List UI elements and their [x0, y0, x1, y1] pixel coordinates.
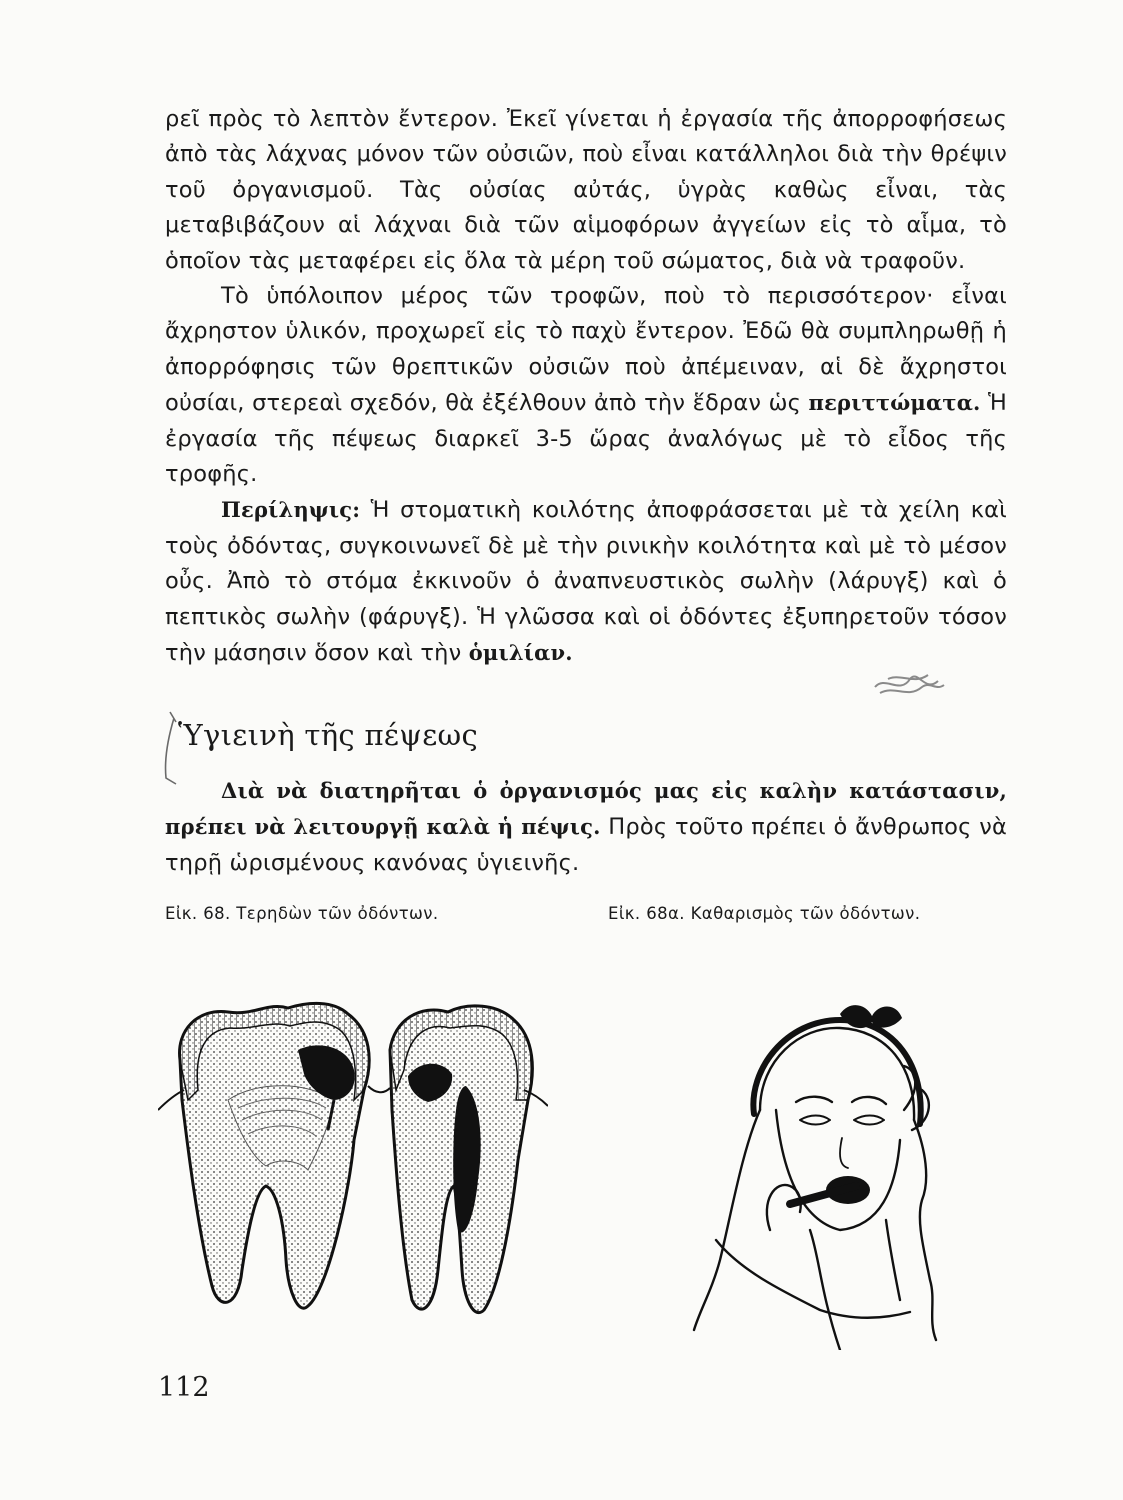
face-outline [776, 1110, 900, 1230]
pencil-scribble [870, 665, 950, 705]
hair-left [694, 1110, 760, 1330]
figure-caption-68: Εἰκ. 68. Τερηδὼν τῶν ὀδόντων. [165, 904, 439, 923]
healthy-molar [180, 1003, 370, 1308]
paragraph-large-intestine [165, 279, 1007, 492]
summary-label: Περίληψις: [221, 497, 361, 523]
paragraph-large-intestine-start: Τὸ ὑπόλοιπον μέρος τῶν τροφῶν, ποὺ τὸ περισσότερον· εἶναι ἄχρηστον ὑλικόν, προχωρεῖ εἰς τὸ παχὺ ἔντερον. Ἐδῶ θὰ συμπληρωθῇ ἡ ἀπορρόφησις τῶν θρεπτικῶν οὐσιῶν ποὺ ἀπέμειναν, αἱ δὲ ἄχρηστοι οὐσίαι, στερεαὶ σχεδόν, θὰ ἐξέλθουν ἀπὸ τὴν ἕδραν ὡς [165, 283, 1007, 417]
arm [716, 1240, 910, 1318]
summary-text: Ἡ στοματικὴ κοιλότης ἀποφράσσεται μὲ τὰ χείλη καὶ τοὺς ὀδόντας, συγκοινωνεῖ δὲ μὲ τὴν ρινικὴν κοιλότητα καὶ μὲ τὸ μέσον οὖς. Ἀπὸ τὸ στόμα ἐκκινοῦν ὁ ἀναπνευστικὸς σωλὴν (λάρυγξ) καὶ ὁ πεπτικὸς σωλὴν (φάρυγξ). Ἡ γλῶσσα καὶ οἱ ὀδόντες ἐξυπηρετοῦν τόσον τὴν μάσησιν ὅσον καὶ τὴν [165, 497, 1007, 667]
nose [840, 1138, 848, 1168]
eye-right [854, 1116, 884, 1125]
page-number: 112 [158, 1372, 210, 1403]
eyebrow-right [852, 1097, 886, 1104]
hygiene-bold-text: Διὰ νὰ διατηρῆται ὁ ὀργανισμός μας εἰς καλὴν κατάστασιν, πρέπει νὰ λειτουργῇ καλὰ ἡ πέψις. [165, 778, 1007, 840]
hygiene-text: Πρὸς τοῦτο πρέπει ὁ ἄνθρωπος νὰ τηρῇ ὡρισμένους κανόνας ὑγιεινῆς. [165, 814, 1007, 876]
figure-caption-68a: Εἰκ. 68α. Καθαρισμὸς τῶν ὀδόντων. [608, 904, 921, 923]
term-feces: περιττώματα. [808, 390, 981, 416]
section-title: Ὑγιεινὴ τῆς πέψεως [178, 718, 479, 752]
tooth-decay-illustration [158, 990, 548, 1330]
paragraph-hygiene [165, 773, 1007, 881]
neck [810, 1220, 900, 1350]
eyebrow-left [796, 1097, 832, 1102]
paragraph-absorption: ρεῖ πρὸς τὸ λεπτὸν ἔντερον. Ἐκεῖ γίνεται ἡ ἐργασία τῆς ἀπορροφήσεως ἀπὸ τὰς λάχνας μόνον τῶν οὐσιῶν, ποὺ εἶναι κατάλληλοι διὰ τὴν θρέψιν τοῦ ὀργανισμοῦ. Τὰς οὐσίας αὐτάς, ὑγρὰς καθὼς εἶναι, τὰς μεταβιβάζουν αἱ λάχναι διὰ τῶν αἱμοφόρων ἀγγείων εἰς τὸ αἷμα, τὸ ὁποῖον τὰς μεταφέρει εἰς ὅλα τὰ μέρη τοῦ σώματος, διὰ νὰ τραφοῦν. [165, 106, 1007, 274]
decayed-molar [390, 1006, 532, 1313]
girl-brushing-teeth-illustration [690, 990, 950, 1350]
paragraph-summary [165, 492, 1007, 671]
headband [753, 1020, 920, 1124]
term-speech: ὁμιλίαν. [468, 640, 573, 666]
eye-left [800, 1116, 830, 1125]
paragraph-large-intestine-end: Ἡ ἐργασία τῆς πέψεως διαρκεῖ 3-5 ὥρας ἀναλόγως μὲ τὸ εἶδος τῆς τροφῆς. [165, 390, 1008, 488]
body-text [165, 102, 1007, 672]
hair-right [914, 1120, 936, 1340]
